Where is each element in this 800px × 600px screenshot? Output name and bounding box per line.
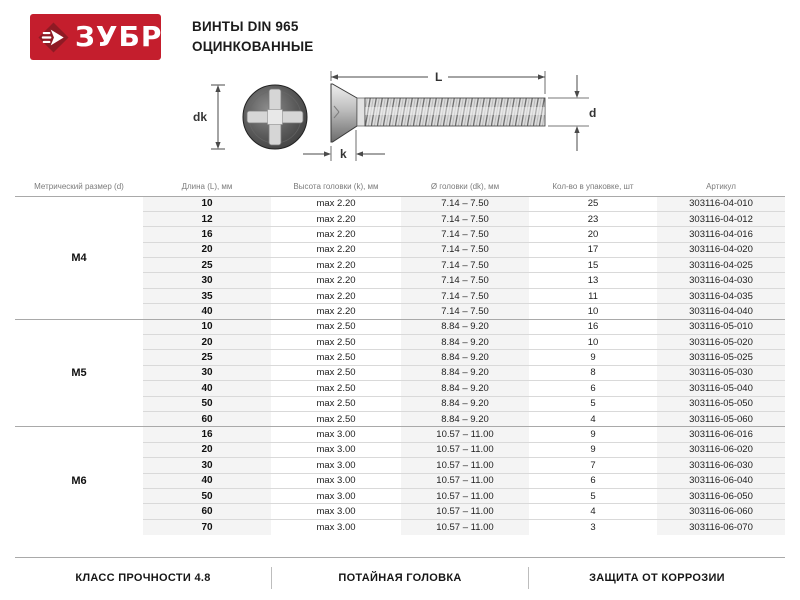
zubr-logo [30,14,161,60]
table-cell: 15 [529,258,657,273]
table-cell: 303116-05-025 [657,350,785,365]
dimension-dk [211,85,225,149]
dim-label-dk: dk [193,110,208,124]
table-cell: 303116-04-025 [657,258,785,273]
table-cell: 11 [529,288,657,303]
table-cell: 8.84 – 9.20 [401,396,529,411]
table-cell: 20 [529,227,657,242]
table-cell: 3 [529,519,657,534]
table-cell: 8.84 – 9.20 [401,350,529,365]
table-cell: 9 [529,442,657,457]
table-cell: 6 [529,381,657,396]
table-cell: 5 [529,488,657,503]
table-cell: 9 [529,350,657,365]
table-cell: 303116-06-020 [657,442,785,457]
table-cell: 10 [529,335,657,350]
table-cell: 10.57 – 11.00 [401,442,529,457]
size-label: M4 [15,196,143,319]
table-cell: 7.14 – 7.50 [401,211,529,226]
table-cell: 13 [529,273,657,288]
table-cell: max 2.20 [271,242,401,257]
spec-table [15,178,785,535]
table-cell: 303116-05-010 [657,319,785,334]
footer-feature: ПОТАЙНАЯ ГОЛОВКА [338,571,462,584]
table-cell: 16 [529,319,657,334]
dim-label-k: k [340,147,347,161]
table-cell: max 2.50 [271,350,401,365]
table-cell: 8.84 – 9.20 [401,381,529,396]
table-cell: max 2.20 [271,196,401,211]
table-cell: 303116-05-060 [657,411,785,426]
table-cell: max 3.00 [271,427,401,442]
table-cell: 40 [143,304,271,319]
table-row [15,319,785,334]
product-title-line2: ОЦИНКОВАННЫЕ [192,38,314,54]
table-cell: 60 [143,411,271,426]
table-cell: 8.84 – 9.20 [401,411,529,426]
table-cell: max 2.20 [271,211,401,226]
table-cell: max 2.50 [271,411,401,426]
table-cell: 17 [529,242,657,257]
table-cell: 23 [529,211,657,226]
table-cell: 303116-06-060 [657,504,785,519]
table-cell: 25 [529,196,657,211]
table-cell: 303116-06-016 [657,427,785,442]
table-cell: 40 [143,473,271,488]
table-cell: 8.84 – 9.20 [401,319,529,334]
screw-side-view [331,84,545,142]
table-cell: 10 [143,319,271,334]
table-cell: 303116-04-012 [657,211,785,226]
table-cell: max 2.50 [271,396,401,411]
table-cell: 303116-04-040 [657,304,785,319]
table-cell: 303116-04-016 [657,227,785,242]
dim-label-L: L [435,70,443,84]
table-cell: 20 [143,242,271,257]
table-cell: max 3.00 [271,488,401,503]
table-cell: max 3.00 [271,504,401,519]
table-body [15,196,785,535]
table-cell: max 2.20 [271,273,401,288]
table-cell: 30 [143,365,271,380]
table-row [15,196,785,211]
table-cell: 7.14 – 7.50 [401,227,529,242]
size-label: M6 [15,427,143,535]
table-cell: max 2.20 [271,304,401,319]
column-header: Артикул [706,182,736,192]
table-cell: max 2.20 [271,288,401,303]
table-cell: 7.14 – 7.50 [401,273,529,288]
table-cell: 25 [143,258,271,273]
table-cell: 40 [143,381,271,396]
screw-head-top-view [243,85,307,149]
table-cell: max 2.50 [271,365,401,380]
table-cell: 7.14 – 7.50 [401,304,529,319]
column-header: Метрический размер (d) [34,182,124,192]
dimension-d [548,75,589,151]
table-cell: 10.57 – 11.00 [401,458,529,473]
table-cell: 303116-04-020 [657,242,785,257]
table-cell: max 3.00 [271,473,401,488]
table-cell: 4 [529,504,657,519]
table-cell: 9 [529,427,657,442]
table-cell: 70 [143,519,271,534]
screw-technical-drawing [185,60,605,175]
table-cell: 30 [143,458,271,473]
table-cell: max 3.00 [271,458,401,473]
table-cell: 8 [529,365,657,380]
table-cell: 50 [143,488,271,503]
table-cell: 16 [143,227,271,242]
column-header: Кол-во в упаковке, шт [552,182,634,192]
product-title [192,17,314,56]
table-cell: 10 [529,304,657,319]
table-cell: 60 [143,504,271,519]
table-cell: 303116-05-050 [657,396,785,411]
table-cell: 10 [143,196,271,211]
table-cell: 10.57 – 11.00 [401,504,529,519]
table-cell: 7.14 – 7.50 [401,288,529,303]
table-header-row [15,178,785,196]
table-cell: 8.84 – 9.20 [401,335,529,350]
table-cell: 10.57 – 11.00 [401,473,529,488]
table-cell: 303116-04-010 [657,196,785,211]
table-cell: 303116-05-030 [657,365,785,380]
table-cell: 303116-04-035 [657,288,785,303]
table-cell: max 2.50 [271,335,401,350]
table-cell: 7.14 – 7.50 [401,196,529,211]
table-cell: 303116-05-020 [657,335,785,350]
feature-footer [15,557,785,597]
table-cell: 6 [529,473,657,488]
table-cell: max 2.20 [271,227,401,242]
zubr-logo-text: ЗУБР [75,19,163,53]
table-cell: 16 [143,427,271,442]
table-cell: 303116-06-030 [657,458,785,473]
dim-label-d: d [589,106,597,120]
product-title-line1: ВИНТЫ DIN 965 [192,19,299,34]
table-cell: max 2.50 [271,319,401,334]
table-cell: 4 [529,411,657,426]
table-cell: 12 [143,211,271,226]
table-cell: 10.57 – 11.00 [401,488,529,503]
table-cell: 20 [143,442,271,457]
table-cell: 35 [143,288,271,303]
table-cell: max 2.50 [271,381,401,396]
table-cell: max 2.20 [271,258,401,273]
table-cell: 10.57 – 11.00 [401,427,529,442]
table-cell: 303116-04-030 [657,273,785,288]
table-cell: 10.57 – 11.00 [401,519,529,534]
table-cell: 25 [143,350,271,365]
table-cell: 303116-06-040 [657,473,785,488]
table-cell: 303116-05-040 [657,381,785,396]
table-cell: 8.84 – 9.20 [401,365,529,380]
size-label: M5 [15,319,143,427]
table-cell: 50 [143,396,271,411]
table-cell: max 3.00 [271,519,401,534]
table-cell: max 3.00 [271,442,401,457]
table-cell: 303116-06-050 [657,488,785,503]
table-row [15,427,785,442]
column-header: Длина (L), мм [181,182,233,192]
column-header: Высота головки (k), мм [293,182,379,192]
table-cell: 30 [143,273,271,288]
table-cell: 20 [143,335,271,350]
table-cell: 5 [529,396,657,411]
footer-feature: КЛАСС ПРОЧНОСТИ 4.8 [75,571,211,584]
table-cell: 7.14 – 7.50 [401,242,529,257]
table-cell: 7.14 – 7.50 [401,258,529,273]
table-cell: 7 [529,458,657,473]
zubr-bison-arrow-icon [35,19,72,56]
table-cell: 303116-06-070 [657,519,785,534]
column-header: Ø головки (dk), мм [430,182,500,192]
footer-feature: ЗАЩИТА ОТ КОРРОЗИИ [589,571,725,584]
